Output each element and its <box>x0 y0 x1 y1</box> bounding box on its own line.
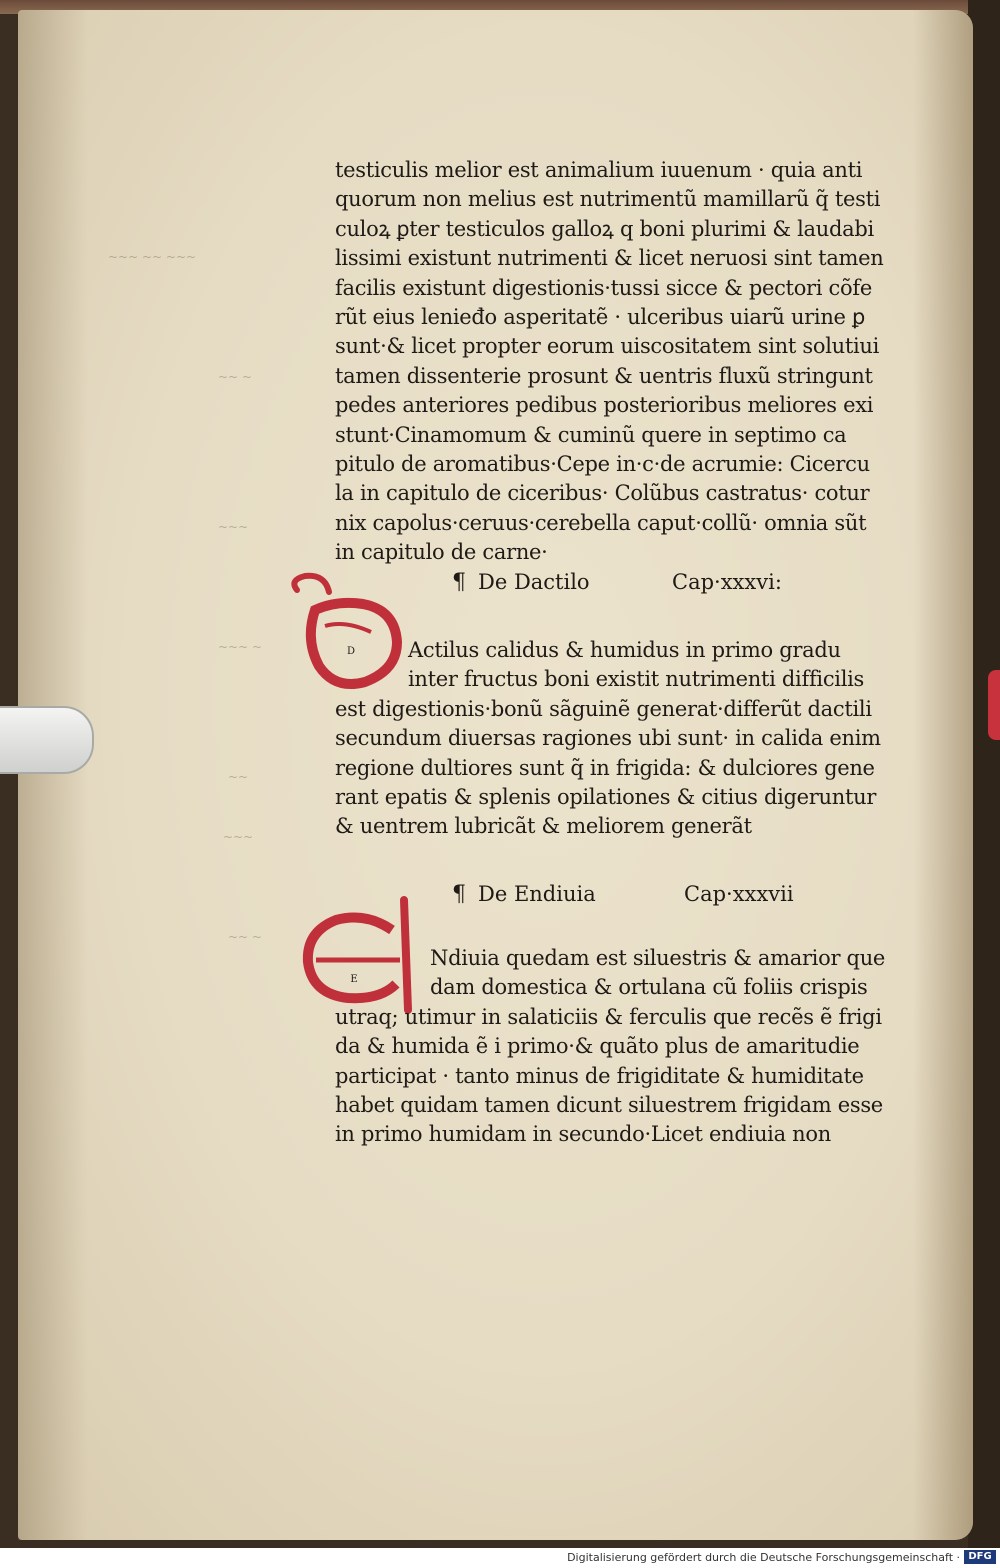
page-gutter-shadow <box>18 10 88 1540</box>
text-line: la in capitulo de ciceribus· Colũbus castratus· cotur <box>335 481 870 506</box>
text-line: Actilus calidus & humidus in primo gradu <box>408 638 841 662</box>
text-line: regione dultiores sunt q̃ in frigida: & dulciores gene <box>335 755 875 780</box>
initial-guide-letter: E <box>350 974 358 985</box>
section-title-dactilo: De Dactilo <box>478 570 590 594</box>
text-line: tamen dissenterie prosunt & uentris fluxũ stringunt <box>335 363 873 388</box>
text-block-1 <box>335 156 935 567</box>
text-line: utraq; utimur in salaticiis & ferculis que recẽs ẽ frigi <box>335 1004 882 1029</box>
pilcrow-mark: ¶ <box>452 570 466 595</box>
show-through-mark: ~~~ ~ <box>218 640 263 654</box>
text-line: culoꝝ ꝑter testiculos galloꝝ q boni plurimi & laudabi <box>335 216 874 241</box>
text-line: nix capolus·ceruus·cerebella caput·collũ· omnia sũt <box>335 510 867 535</box>
text-line: rant epatis & splenis opilationes & citius digeruntur <box>335 784 877 809</box>
text-line: facilis existunt digestionis·tussi sicce & pectori cõfe <box>335 275 872 300</box>
show-through-mark: ~~ ~ <box>228 930 262 944</box>
text-line: testiculis melior est animalium iuuenum · quia anti <box>335 158 863 182</box>
show-through-mark: ~~ <box>228 770 249 784</box>
text-line: habet quidam tamen dicunt siluestrem frigidam esse <box>335 1092 883 1117</box>
show-through-mark: ~~~ <box>218 520 249 534</box>
show-through-mark: ~~~ <box>223 830 254 844</box>
rubricated-initial-d <box>285 570 415 700</box>
text-line: pitulo de aromatibus·Cepe in·c·de acrumie: Cicercu <box>335 451 870 476</box>
text-line: rũt eius lenieđo asperitatẽ · ulceribus uiarũ urine ꝑ <box>335 304 866 329</box>
show-through-mark: ~~~ ~~ ~~~ <box>108 250 197 264</box>
text-line: participat · tanto minus de frigiditate & humiditate <box>335 1063 864 1088</box>
text-line: da & humida ẽ i primo·& quãto plus de amaritudie <box>335 1034 860 1059</box>
text-line: sunt·& licet propter eorum uiscositatem sint solutiui <box>335 334 880 359</box>
red-page-marker <box>988 670 1000 740</box>
text-line: in capitulo de carne· <box>335 540 548 565</box>
digitization-footer <box>0 1548 1000 1568</box>
show-through-mark: ~~ ~ <box>218 370 252 384</box>
text-line: quorum non melius est nutrimentũ mamillarũ q̃ testi <box>335 187 881 212</box>
page-clip <box>0 706 94 774</box>
text-block-endiuia <box>430 944 950 1003</box>
initial-guide-letter: D <box>346 646 356 657</box>
text-line: dam domestica & ortulana cũ foliis crispis <box>430 975 868 1000</box>
text-line: secundum diuersas ragiones ubi sunt· in calida enim <box>335 726 881 751</box>
dfg-logo: DFG <box>964 1550 996 1564</box>
pilcrow-mark: ¶ <box>452 882 466 907</box>
text-block-dactilo-cont <box>335 695 935 842</box>
section-title-endiuia: De Endiuia <box>478 882 596 906</box>
text-line: Ndiuia quedam est siluestris & amarior que <box>430 946 886 970</box>
text-line: stunt·Cinamomum & cuminũ quere in septimo ca <box>335 422 847 447</box>
text-block-dactilo <box>408 636 948 695</box>
chapter-number-37: Cap·xxxvii <box>684 882 794 906</box>
text-line: & uentrem lubricãt & meliorem generãt <box>335 814 752 839</box>
funding-credit: Digitalisierung gefördert durch die Deutsche Forschungsgemeinschaft · <box>567 1551 960 1564</box>
chapter-number-36: Cap·xxxvi: <box>672 570 782 594</box>
text-line: pedes anteriores pedibus posterioribus meliores exi <box>335 393 874 418</box>
text-line: inter fructus boni existit nutrimenti difficilis <box>408 667 865 692</box>
text-block-endiuia-cont <box>335 1003 935 1150</box>
text-line: est digestionis·bonũ sãguinẽ generat·differũt dactili <box>335 696 872 721</box>
text-line: in primo humidam in secundo·Licet endiuia non <box>335 1122 831 1147</box>
text-line: lissimi existunt nutrimenti & licet neruosi sint tamen <box>335 246 884 271</box>
rubricated-initial-e <box>296 890 436 1020</box>
